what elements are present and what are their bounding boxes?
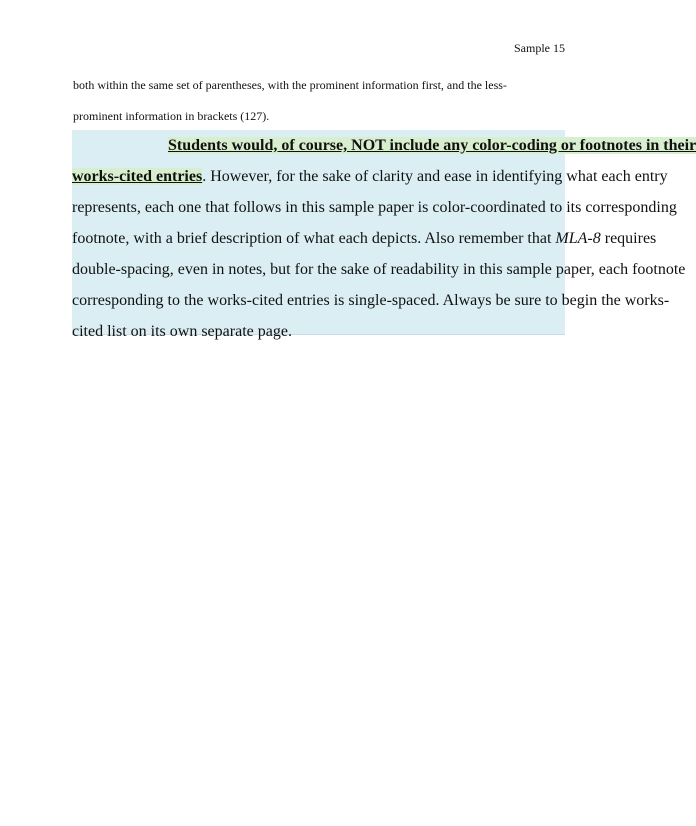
- color-coding-note: [72, 130, 696, 340]
- note-line-3: represents, each one that follows in this sample paper is color-coordinated to its corresponding: [72, 199, 677, 216]
- note-emphasis-1: Students would, of course, NOT include any color-coding or footnotes in their: [168, 137, 696, 154]
- note-line-2: [72, 161, 668, 192]
- note-line-4: [72, 223, 657, 254]
- note-line-4-before: footnote, with a brief description of what each depicts. Also remember that: [72, 230, 556, 247]
- note-line-1: [72, 130, 696, 161]
- body-line-1: both within the same set of parentheses, with the prominent information first, and the less-: [73, 78, 507, 92]
- body-line-2: prominent information in brackets (127).: [73, 109, 270, 123]
- note-line-4-after: requires: [600, 230, 657, 247]
- note-line-7: cited list on its own separate page.: [72, 323, 292, 340]
- running-head: Sample 15: [514, 41, 565, 55]
- note-line-2-rest: . However, for the sake of clarity and ease in identifying what each entry: [202, 168, 668, 185]
- note-line-6: corresponding to the works-cited entries is single-spaced. Always be sure to begin the works-: [72, 292, 670, 309]
- note-emphasis-2: works-cited entries: [72, 168, 203, 185]
- note-line-5: double-spacing, even in notes, but for the sake of readability in this sample paper, each footnote: [72, 261, 686, 278]
- mla-8-italic: MLA-8: [555, 230, 601, 247]
- body-paragraph: [73, 70, 565, 132]
